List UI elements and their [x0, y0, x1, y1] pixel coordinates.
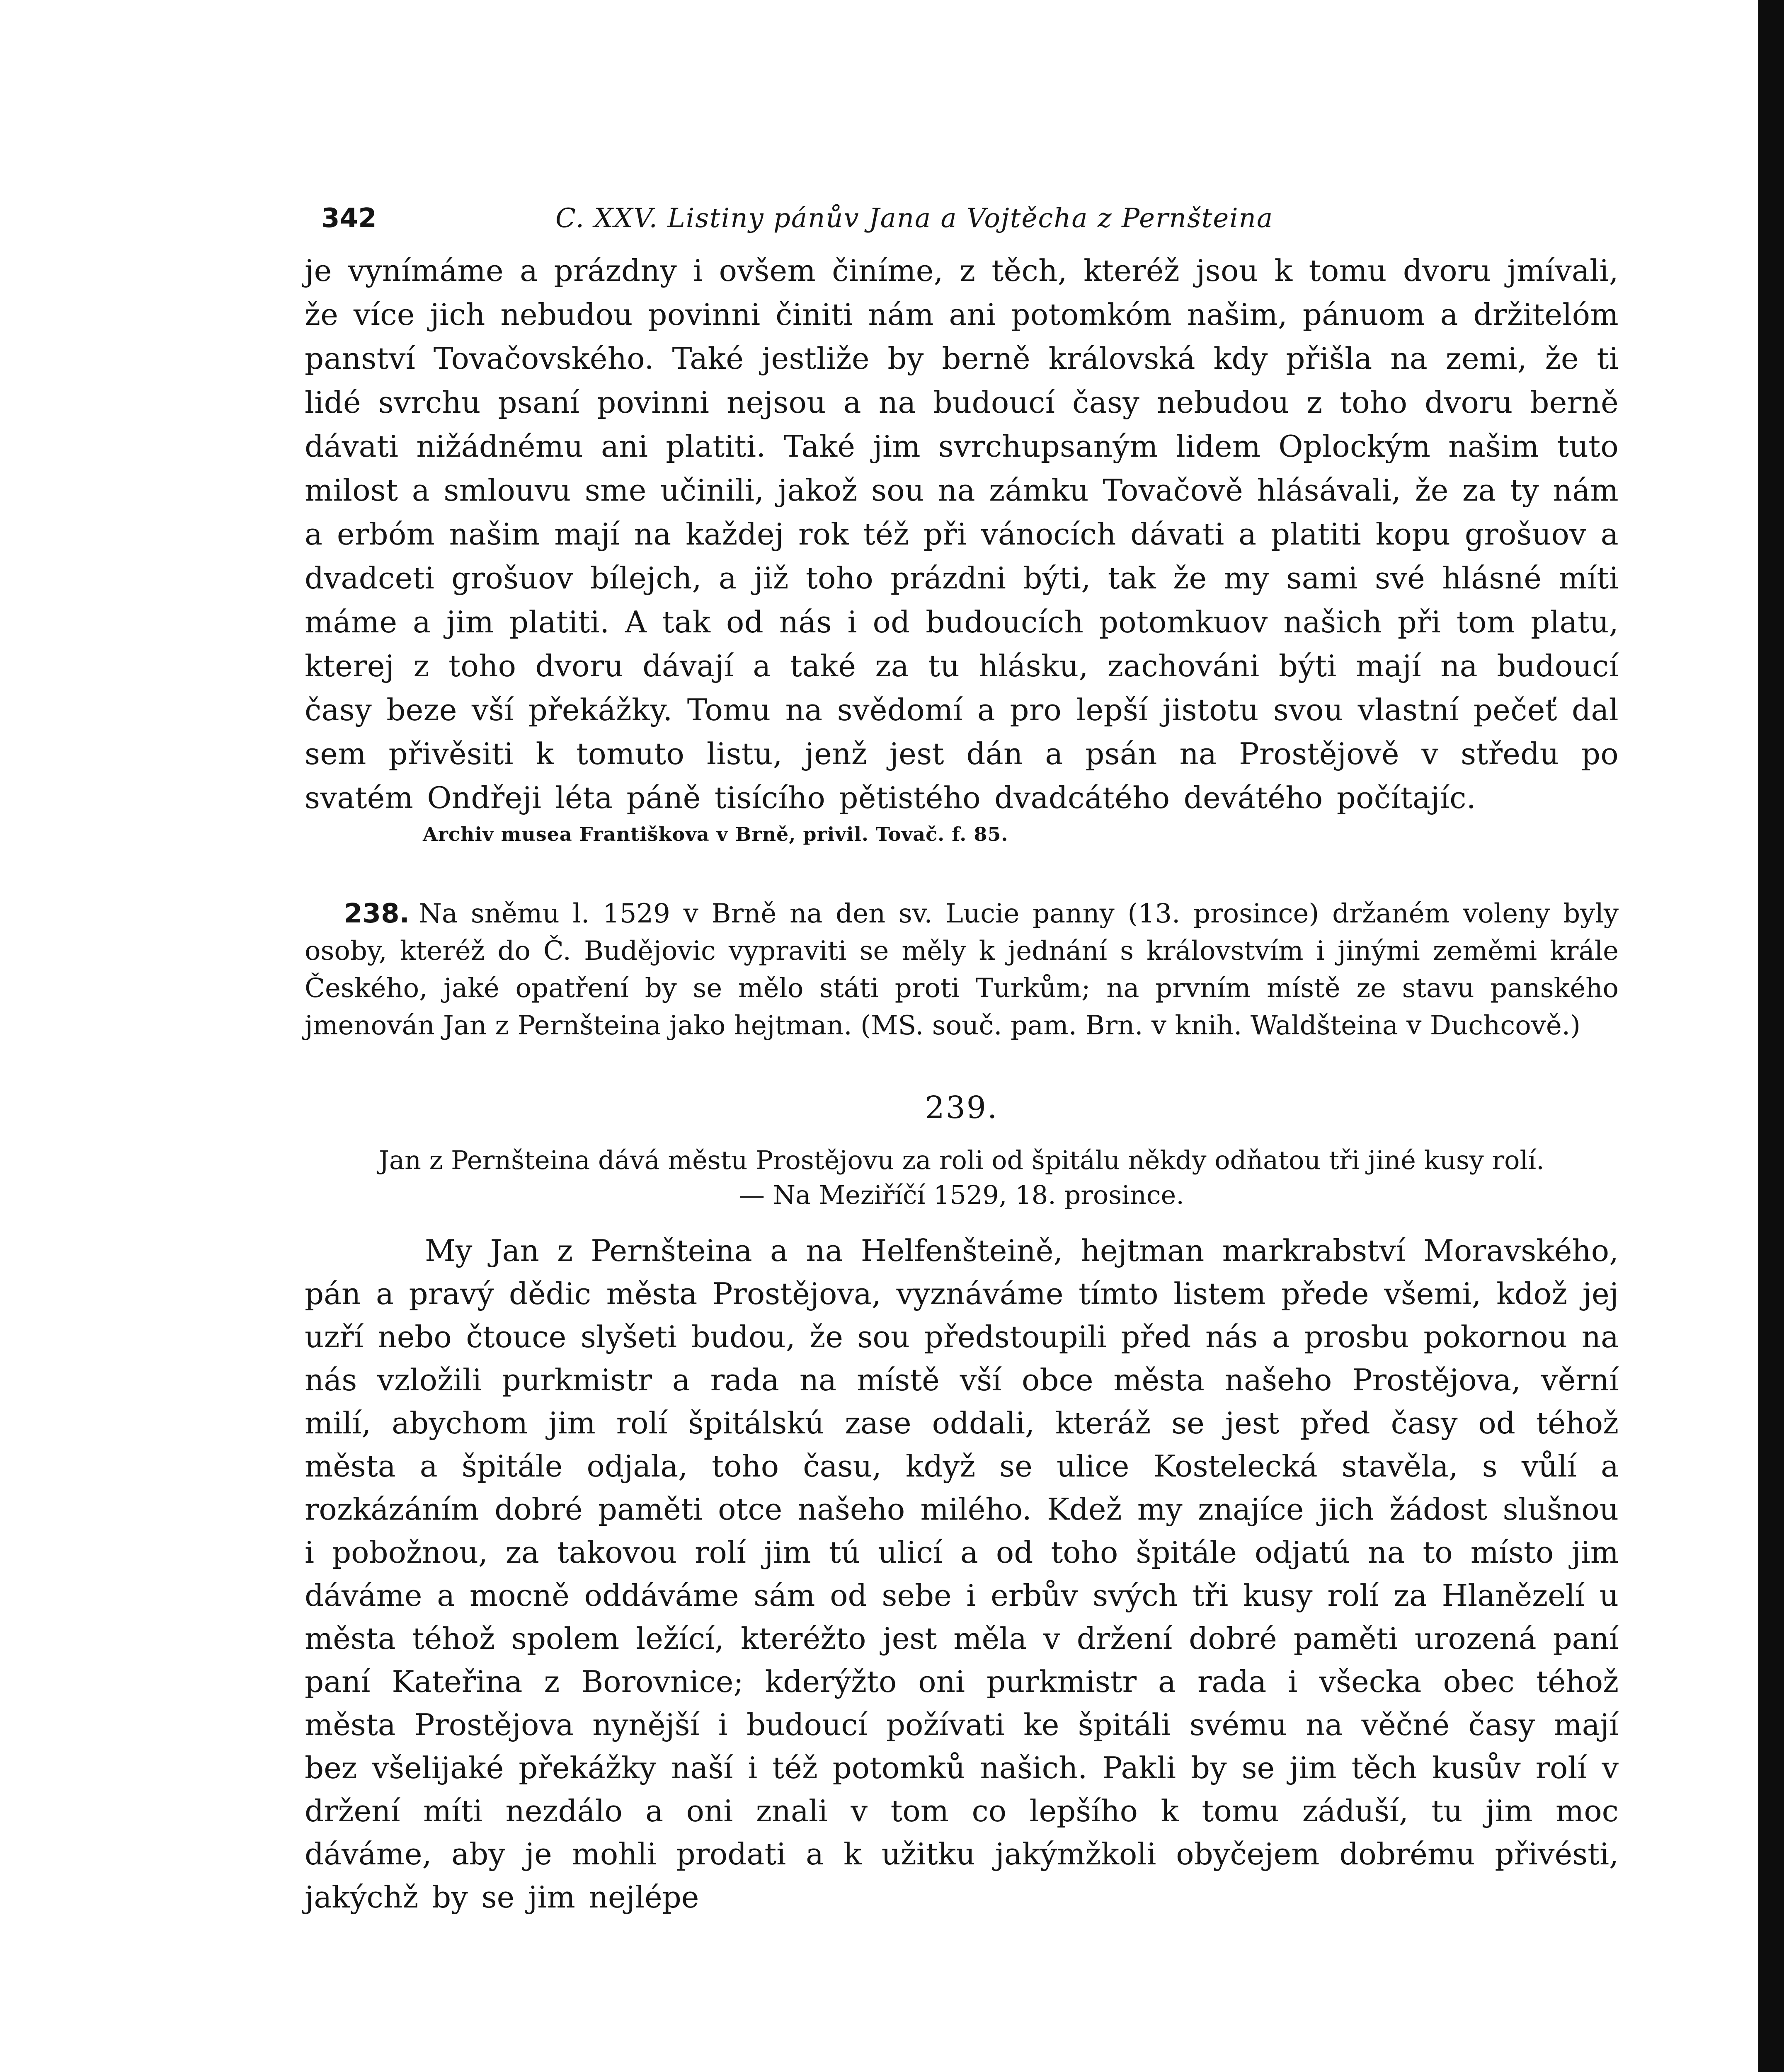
running-head: [305, 186, 1619, 249]
entry-text: Na sněmu l. 1529 v Brně na den sv. Lucie panny (13. prosince) držaném voleny byly osoby, kteréž do Č. Budějovic vypraviti se měly k jednání s královstvím i jinými zeměmi krále Českého, jaké opatření by se mělo státi proti Turkům; na prvním místě ze stavu panského jmenován Jan z Pernšteina jako hejtman. (MS. souč. pam. Brn. v knih. Waldšteina v Duchcově.): [305, 898, 1619, 1041]
document-number: 239.: [925, 1090, 999, 1126]
continued-charter-text: je vynímáme a prázdny i ovšem činíme, z těch, kteréž jsou k tomu dvoru jmívali, že více jich nebudou povinni činiti nám ani potomkóm našim, pánuom a držitelóm panství Tovačovského. Také jestliže by berně královská kdy přišla na zemi, že ti lidé svrchu psaní povinni nejsou a na budoucí časy nebudou z toho dvoru berně dávati nižádnému ani platiti. Také jim svrchupsaným lidem Oplockým našim tuto milost a smlouvu sme učinili, jakož sou na zámku Tovačově hlásávali, že za ty nám a erbóm našim mají na každej rok též při vánocích dávati a platiti kopu grošuov a dvadceti grošuov bílejch, a již toho prázdni býti, tak že my sami své hlásné míti máme a jim platiti. A tak od nás i od budoucích potomkuov našich při tom platu, kterej z toho dvoru dávají a také za tu hlásku, zachováni býti mají na budoucí časy beze vší překážky. Tomu na svědomí a pro lepší jistotu svou vlastní pečeť dal sem přivěsiti k tomuto listu, jenž jest dán a psán na Prostějově v středu po svatém Ondřeji léta páně tisícího pětistého dvadcátého devátého počítajíc.: [305, 253, 1619, 815]
summary-line: Jan z Pernšteina dává městu Prostějovu za roli od špitálu někdy odňatou tři jiné kusy rolí.: [379, 1145, 1544, 1175]
page-number: 342: [321, 203, 377, 234]
entry-238: [305, 895, 1619, 1044]
summary-date-line: — Na Meziříčí 1529, 18. prosince.: [739, 1180, 1184, 1210]
charter-text: My Jan z Pernšteina a na Helfenšteině, hejtman markrabství Moravského, pán a pravý dědic města Prostějova, vyznáváme tímto listem přede všemi, kdož jej uzří nebo čtouce slyšeti budou, že sou předstoupili před nás a prosbu pokornou na nás vzložili purkmistr a rada na místě vší obce města našeho Prostějova, věrní milí, abychom jim rolí špitálskú zase oddali, kteráž se jest před časy od téhož města a špitále odjala, toho času, když se ulice Kostelecká stavěla, s vůlí a rozkázáním dobré paměti otce našeho milého. Kdež my znajíce jich žádost slušnou i pobožnou, za takovou rolí jim tú ulicí a od toho špitále odjatú na to místo jim dáváme a mocně oddáváme sám od sebe i erbův svých tři kusy rolí za Hlanězelí u města téhož spolem ležící, kteréžto jest měla v držení dobré paměti urozená paní paní Kateřina z Borovnice; kderýžto oni purkmistr a rada i všecka obec téhož města Prostějova nynější i budoucí požívati ke špitáli svému na věčné časy mají bez všelijaké překážky naší i též potomků našich. Pakli by se jim těch kusův rolí v držení míti nezdálo a oni znali v tom co lepšího k tomu záduší, tu jim moc dáváme, aby je mohli prodati a k užitku jakýmžkoli obyčejem dobrému přivésti, jakýchž by se jim nejlépe: [305, 1233, 1619, 1915]
book-page: [305, 186, 1619, 1919]
running-title: C. XXV. Listiny pánův Jana a Vojtěcha z Pernšteina: [555, 203, 1274, 234]
scan-border-right: [1758, 0, 1784, 2072]
document-summary: [305, 1143, 1619, 1213]
archive-source-note: Archiv musea Františkova v Brně, privil. Tovač. f. 85.: [423, 823, 1008, 845]
entry-number: 238.: [344, 898, 410, 929]
